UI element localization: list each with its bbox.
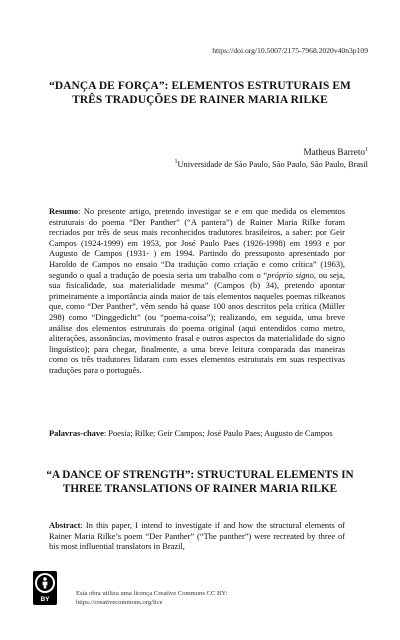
article-title-english: “A DANCE OF STRENGTH”: STRUCTURAL ELEMENTS IN THREE TRANSLATIONS OF RAINER MARIA RILKE [46,469,354,495]
abstract-english [49,520,345,552]
license-url[interactable]: https://creativecommons.org/lice [76,599,163,606]
cc-person-icon [37,575,53,591]
abstract-pt-label: Resumo [49,206,79,216]
author-name-text: Matheus Barreto [303,147,365,158]
abstract-portuguese [49,206,345,376]
article-title-portuguese: “DANÇA DE FORÇA”: ELEMENTOS ESTRUTURAIS EM TRÊS TRADUÇÕES DE RAINER MARIA RILKE [49,80,351,106]
abstract-pt-text-2: , ou seja, sua fisicalidade, sua materialidade mesma” (Campos (b) 34), pretendo apontar primeiramente a importância ainda maior de tais elementos naqueles poemas rilkeanos que, como “Der Panther”, vêm sendo há quase 100 anos descritos pela crítica (Müller 298) como “Dinggedicht” (ou “poema-coisa”); realizando, em seguida, uma breve análise dos elementos estruturais do poema original (aqui entendidos como metro, aliterações, assonâncias, movimento frasal e outros aspectos da materialidade do signo linguístico); para chegar, finalmente, a uma breve leitura comparada das maneiras como os três tradutores lidaram com esses elementos estruturais em suas respectivas traduções para o português. [49,269,345,375]
affiliation-text: Universidade de São Paulo, São Paulo, São Paulo, Brasil [177,159,368,169]
cc-by-license-icon[interactable] [33,571,57,605]
author-affiliation [174,159,368,169]
keywords-portuguese [49,428,345,439]
keywords-text: : Poesia; Rilke; Geir Campos; José Paulo Paes; Augusto de Campos [103,428,333,438]
affiliation-footnote-mark: 1 [174,159,178,165]
person-glyph-icon [37,575,53,591]
license-line-1: Esta obra utiliza uma licença Creative Commons CC BY: [76,590,228,597]
author-name [304,147,369,157]
abstract-pt-italic: próprio signo [267,269,314,280]
license-note [76,589,336,607]
abstract-en-label: Abstract [49,520,81,530]
keywords-label: Palavras-chave [49,428,104,438]
abstract-en-text: : In this paper, I intend to investigate if and how the structural elements of Rainer Maria Rilke’s poem “Der Panther” (“The panther”) were recreated by three of his most influential translators in Brazil, [49,520,345,552]
cc-by-label: BY [40,596,50,603]
cc-ring-icon [35,573,55,593]
author-footnote-mark[interactable]: 1 [365,147,368,153]
abstract-pt-text: : No presente artigo, pretendo investigar se e em que medida os elementos estruturais do poema “Der Panther” (“A pantera”) de Rainer Maria Rilke foram recriados por três de seus mais reconhecidos tradutores brasileiros, a saber: por Geir Campos (1924-1999) em 1953, por José Paulo Paes (1926-1998) em 1993 e por Augusto de Campos (1931- ) em 1994. Partindo do pressuposto apresentado por Haroldo de Campos no ensaio “Da tradução como criação e como crítica” (1963), segundo o qual a tradução de poesia seria um trabalho com o “ [49,206,345,280]
doi-link[interactable]: https://doi.org/10.5007/2175-7968.2020v40n3p109 [212,46,368,55]
